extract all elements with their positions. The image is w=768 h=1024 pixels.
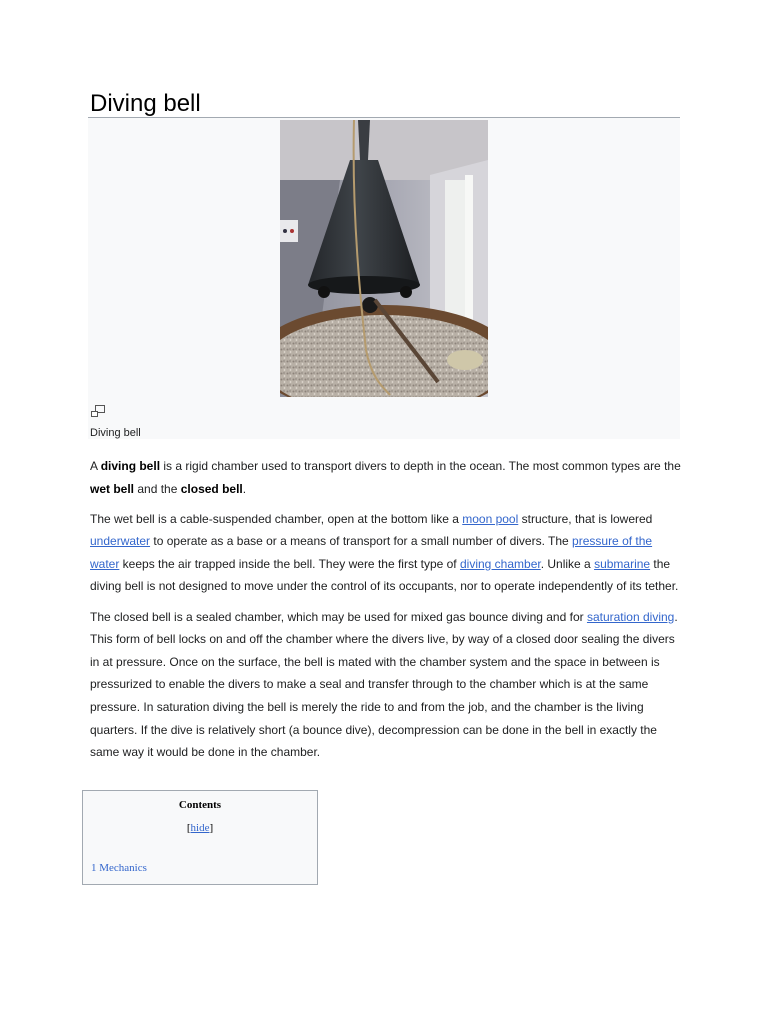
link-pressure-of-the-water[interactable]: pressure of the water: [90, 534, 653, 571]
text-run: structure, that is lowered: [518, 511, 653, 526]
article-body: [90, 455, 682, 771]
link-saturation-diving[interactable]: saturation diving: [586, 609, 675, 624]
link-underwater[interactable]: underwater: [90, 534, 151, 549]
text-run: to operate as a base or a means of transport for a small number of divers. The: [150, 534, 573, 549]
text-run: A: [90, 459, 101, 473]
infobox-figure: [88, 118, 680, 439]
toc-item-mechanics[interactable]: 1 Mechanics: [91, 862, 147, 874]
text-run: .: [242, 481, 247, 496]
wet-bell-paragraph: [90, 508, 682, 598]
link-moon-pool[interactable]: moon pool: [462, 511, 519, 526]
text-run: is a rigid chamber used to transport divers to depth in the ocean. The most common types are the: [160, 459, 681, 473]
toc-hide-link[interactable]: hide: [190, 822, 210, 834]
toc-bracket-close: ]: [209, 822, 214, 834]
link-diving-chamber[interactable]: diving chamber: [459, 556, 541, 571]
figure-caption: Diving bell: [90, 427, 141, 439]
text-run: . Unlike a: [540, 556, 595, 571]
text-run: . This form of bell locks on and off the chamber where the divers live, by way of a closed door sealing the divers in at pressure. Once on the surface, the bell is mated with the chamber system and the space in between is pressurized to enable the divers to make a seal and transfer through to the chamber which is at the same pressure. In saturation diving the bell is merely the ride to and from the job, and the chamber is the living quarters. If the dive is relatively short (a bounce dive), decompression can be done in the bell in exactly the same way it would be done in the chamber.: [90, 609, 678, 760]
diving-bell-photo[interactable]: [280, 120, 488, 397]
table-of-contents: [82, 790, 318, 885]
text-run: The closed bell is a sealed chamber, which may be used for mixed gas bounce diving and for: [90, 609, 587, 624]
text-run: The wet bell is a cable-suspended chamber, open at the bottom like a: [90, 511, 463, 526]
term-diving-bell: diving bell: [100, 459, 161, 473]
text-run: keeps the air trapped inside the bell. They were the first type of: [119, 556, 460, 571]
text-run: the diving bell is not designed to move under the control of its occupants, nor to operate independently of its tether.: [90, 556, 679, 594]
link-submarine[interactable]: submarine: [594, 556, 651, 571]
term-wet-bell: wet bell: [90, 481, 135, 496]
toc-bracket-open: [: [186, 822, 191, 834]
intro-paragraph: [90, 455, 682, 500]
toc-title: Contents: [178, 799, 222, 811]
page-title: Diving bell: [90, 90, 201, 117]
text-run: and the: [134, 481, 181, 496]
closed-bell-paragraph: [90, 606, 682, 764]
enlarge-icon[interactable]: [91, 405, 105, 417]
toc-toggle: [83, 822, 317, 834]
term-closed-bell: closed bell: [180, 481, 243, 496]
